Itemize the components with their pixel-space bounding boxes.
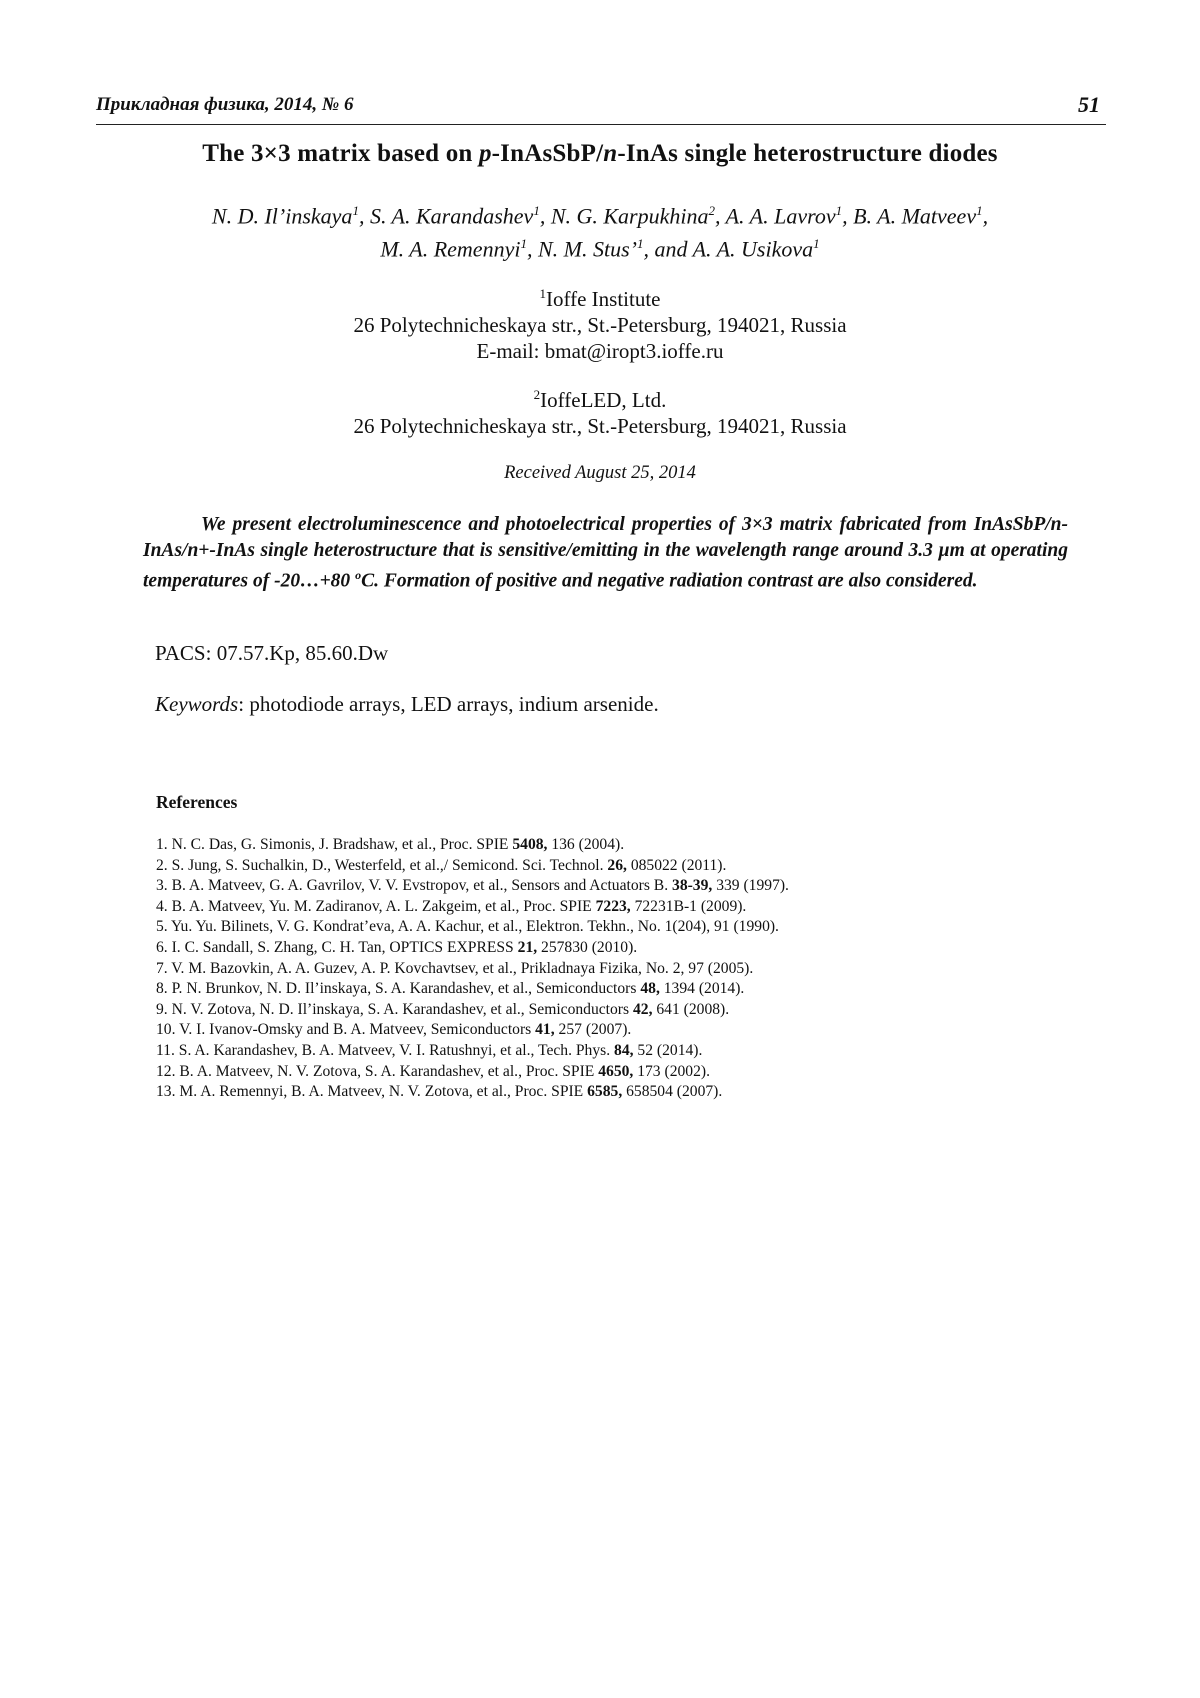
reference-volume: 21, bbox=[517, 938, 538, 956]
affiliation-address: 26 Polytechnicheskaya str., St.-Petersburg, 194021, Russia bbox=[353, 414, 847, 438]
reference-text: 1394 (2014). bbox=[659, 980, 745, 998]
reference-text: 13. M. A. Remennyi, B. A. Matveev, N. V. Zotova, et al., Proc. SPIE bbox=[156, 1083, 588, 1101]
reference-volume: 5408, bbox=[512, 836, 548, 853]
page-number: 51 bbox=[1078, 92, 1100, 117]
reference-text: 12. B. A. Matveev, N. V. Zotova, S. A. Karandashev, et al., Proc. SPIE bbox=[156, 1062, 599, 1080]
reference-text: 257 (2007). bbox=[554, 1021, 632, 1039]
reference-text: 5. Yu. Yu. Bilinets, V. G. Kondrat’eva, A. A. Kachur, et al., Elektron. Tekhn., No. 1(204), 91 (1990). bbox=[156, 918, 779, 936]
references-heading: References bbox=[156, 792, 238, 812]
author-name: N. G. Karpukhina bbox=[550, 203, 709, 229]
reference-volume: 84, bbox=[614, 1041, 634, 1059]
journal-name: Прикладная физика, 2014, № 6 bbox=[96, 94, 354, 115]
reference-item bbox=[156, 938, 1056, 959]
author-line: M. A. Remennyi$^1$, N. M. Stus’$^1$, and A. A. Usikova$^1$ bbox=[380, 236, 820, 262]
author-line: N. D. Il’inskaya$^1$, S. A. Karandashev$^1$, N. G. Karpukhina$^2$, A. A. Lavrov$^1$, B. A. Matveev$^1$, bbox=[211, 203, 989, 229]
received-date: Received August 25, 2014 bbox=[504, 463, 696, 483]
abstract-text: We present electroluminescence and photoelectrical properties of 3×3 matrix fabricated from InAsSbP/n-InAs/n+-InAs single heterostructure that is sensitive/emitting in the wavelength range around 3.3 µm at operating temperatures of -20…+80 bbox=[143, 514, 1068, 592]
degree-mark: o bbox=[355, 568, 362, 582]
reference-text: 136 (2004). bbox=[547, 836, 625, 853]
author-affiliation-mark: 1 bbox=[636, 236, 644, 252]
author-affiliation-mark: 2 bbox=[708, 203, 715, 218]
reference-text: 4. B. A. Matveev, Yu. M. Zadiranov, A. L. Zakgeim, et al., Proc. SPIE bbox=[156, 897, 596, 915]
affiliation-1 bbox=[0, 281, 1200, 364]
keywords-label: Keywords bbox=[155, 692, 239, 716]
keywords-text: : photodiode arrays, LED arrays, indium arsenide. bbox=[238, 692, 659, 716]
affiliation-name: IoffeLED, Ltd. bbox=[540, 388, 667, 412]
reference-text: 2. S. Jung, S. Suchalkin, D., Westerfeld, et al.,/ Semicond. Sci. Technol. bbox=[156, 856, 608, 874]
author-name: N. M. Stus’ bbox=[537, 236, 637, 262]
reference-text: 339 (1997). bbox=[712, 877, 789, 895]
reference-text: 1. N. C. Das, G. Simonis, J. Bradshaw, et al., Proc. SPIE bbox=[156, 836, 513, 853]
author-affiliation-mark: 1 bbox=[533, 203, 540, 218]
paper-title bbox=[0, 140, 1200, 168]
affiliation-name: Ioffe Institute bbox=[546, 287, 661, 311]
author-list bbox=[0, 197, 1200, 264]
reference-volume: 7223, bbox=[595, 897, 631, 915]
reference-text: 7. V. M. Bazovkin, A. A. Guzev, A. P. Kovchavtsev, et al., Prikladnaya Fizika, No. 2, 97 (2005). bbox=[156, 959, 754, 977]
reference-item bbox=[156, 876, 1056, 897]
keywords bbox=[155, 692, 659, 717]
reference-item bbox=[156, 897, 1056, 918]
affiliation-address: 26 Polytechnicheskaya str., St.-Petersburg, 194021, Russia bbox=[353, 313, 847, 337]
author-affiliation-mark: 1 bbox=[813, 236, 820, 252]
reference-item bbox=[156, 835, 1056, 856]
reference-text: 085022 (2011). bbox=[626, 856, 727, 874]
title-p: p bbox=[478, 140, 492, 167]
reference-item bbox=[156, 1000, 1056, 1021]
reference-text: 11. S. A. Karandashev, B. A. Matveev, V. I. Ratushnyi, et al., Tech. Phys. bbox=[156, 1041, 615, 1059]
author-name: N. D. Il’inskaya bbox=[211, 203, 353, 229]
reference-volume: 4650, bbox=[598, 1062, 634, 1080]
reference-item bbox=[156, 959, 1056, 980]
author-affiliation-mark: 1 bbox=[835, 203, 843, 218]
reference-text: 3. B. A. Matveev, G. A. Gavrilov, V. V. Evstropov, et al., Sensors and Actuators B. bbox=[156, 877, 673, 895]
reference-item bbox=[156, 1041, 1056, 1062]
reference-volume: 26, bbox=[607, 856, 627, 874]
affiliation-mark: 2 bbox=[533, 387, 541, 402]
reference-volume: 41, bbox=[535, 1021, 555, 1039]
reference-text: 173 (2002). bbox=[633, 1062, 710, 1080]
reference-text: 9. N. V. Zotova, N. D. Il’inskaya, S. A. Karandashev, et al., Semiconductors bbox=[156, 1000, 633, 1018]
title-text: -InAs single heterostructure diodes bbox=[617, 140, 998, 167]
reference-text: 257830 (2010). bbox=[537, 938, 638, 956]
abstract-text: C. Formation of positive and negative radiation contrast are also considered. bbox=[361, 570, 978, 592]
pacs-codes: PACS: 07.57.Kp, 85.60.Dw bbox=[155, 641, 389, 665]
reference-item bbox=[156, 917, 1056, 938]
reference-text: 6. I. C. Sandall, S. Zhang, C. H. Tan, OPTICS EXPRESS bbox=[156, 938, 518, 956]
reference-text: 72231B-1 (2009). bbox=[630, 897, 747, 915]
reference-text: 641 (2008). bbox=[652, 1000, 730, 1018]
reference-item bbox=[156, 1020, 1056, 1041]
author-name: A. A. Lavrov bbox=[725, 203, 836, 229]
reference-text: 658504 (2007). bbox=[622, 1083, 723, 1101]
reference-volume: 42, bbox=[632, 1000, 653, 1018]
affiliation-2 bbox=[0, 382, 1200, 439]
title-n: n bbox=[603, 140, 618, 167]
author-name: A. A. Usikova bbox=[692, 236, 814, 262]
author-affiliation-mark: 1 bbox=[352, 203, 359, 218]
title-text: The 3×3 matrix based on bbox=[202, 140, 479, 167]
title-text: -InAsSbP/ bbox=[491, 140, 604, 167]
author-name: B. A. Matveev bbox=[853, 203, 977, 229]
author-name: M. A. Remennyi bbox=[380, 236, 521, 262]
affiliation-email: E-mail: bmat@iropt3.ioffe.ru bbox=[476, 339, 724, 363]
reference-text: 10. V. I. Ivanov-Omsky and B. A. Matveev, Semiconductors bbox=[156, 1021, 536, 1039]
reference-text: 8. P. N. Brunkov, N. D. Il’inskaya, S. A. Karandashev, et al., Semiconductors bbox=[156, 980, 641, 998]
reference-item bbox=[156, 856, 1056, 877]
reference-volume: 48, bbox=[640, 980, 660, 998]
reference-volume: 6585, bbox=[587, 1083, 623, 1101]
reference-item bbox=[156, 979, 1056, 1000]
reference-item bbox=[156, 1062, 1056, 1083]
reference-item bbox=[156, 1082, 1056, 1103]
abstract bbox=[143, 512, 1068, 594]
author-name: S. A. Karandashev bbox=[369, 203, 534, 229]
reference-list bbox=[156, 835, 1056, 1103]
running-header bbox=[96, 92, 1106, 125]
author-affiliation-mark: 1 bbox=[976, 203, 983, 218]
reference-text: 52 (2014). bbox=[633, 1041, 703, 1059]
reference-volume: 38-39, bbox=[672, 877, 713, 895]
affiliation-mark: 1 bbox=[539, 286, 546, 301]
author-affiliation-mark: 1 bbox=[520, 236, 527, 252]
